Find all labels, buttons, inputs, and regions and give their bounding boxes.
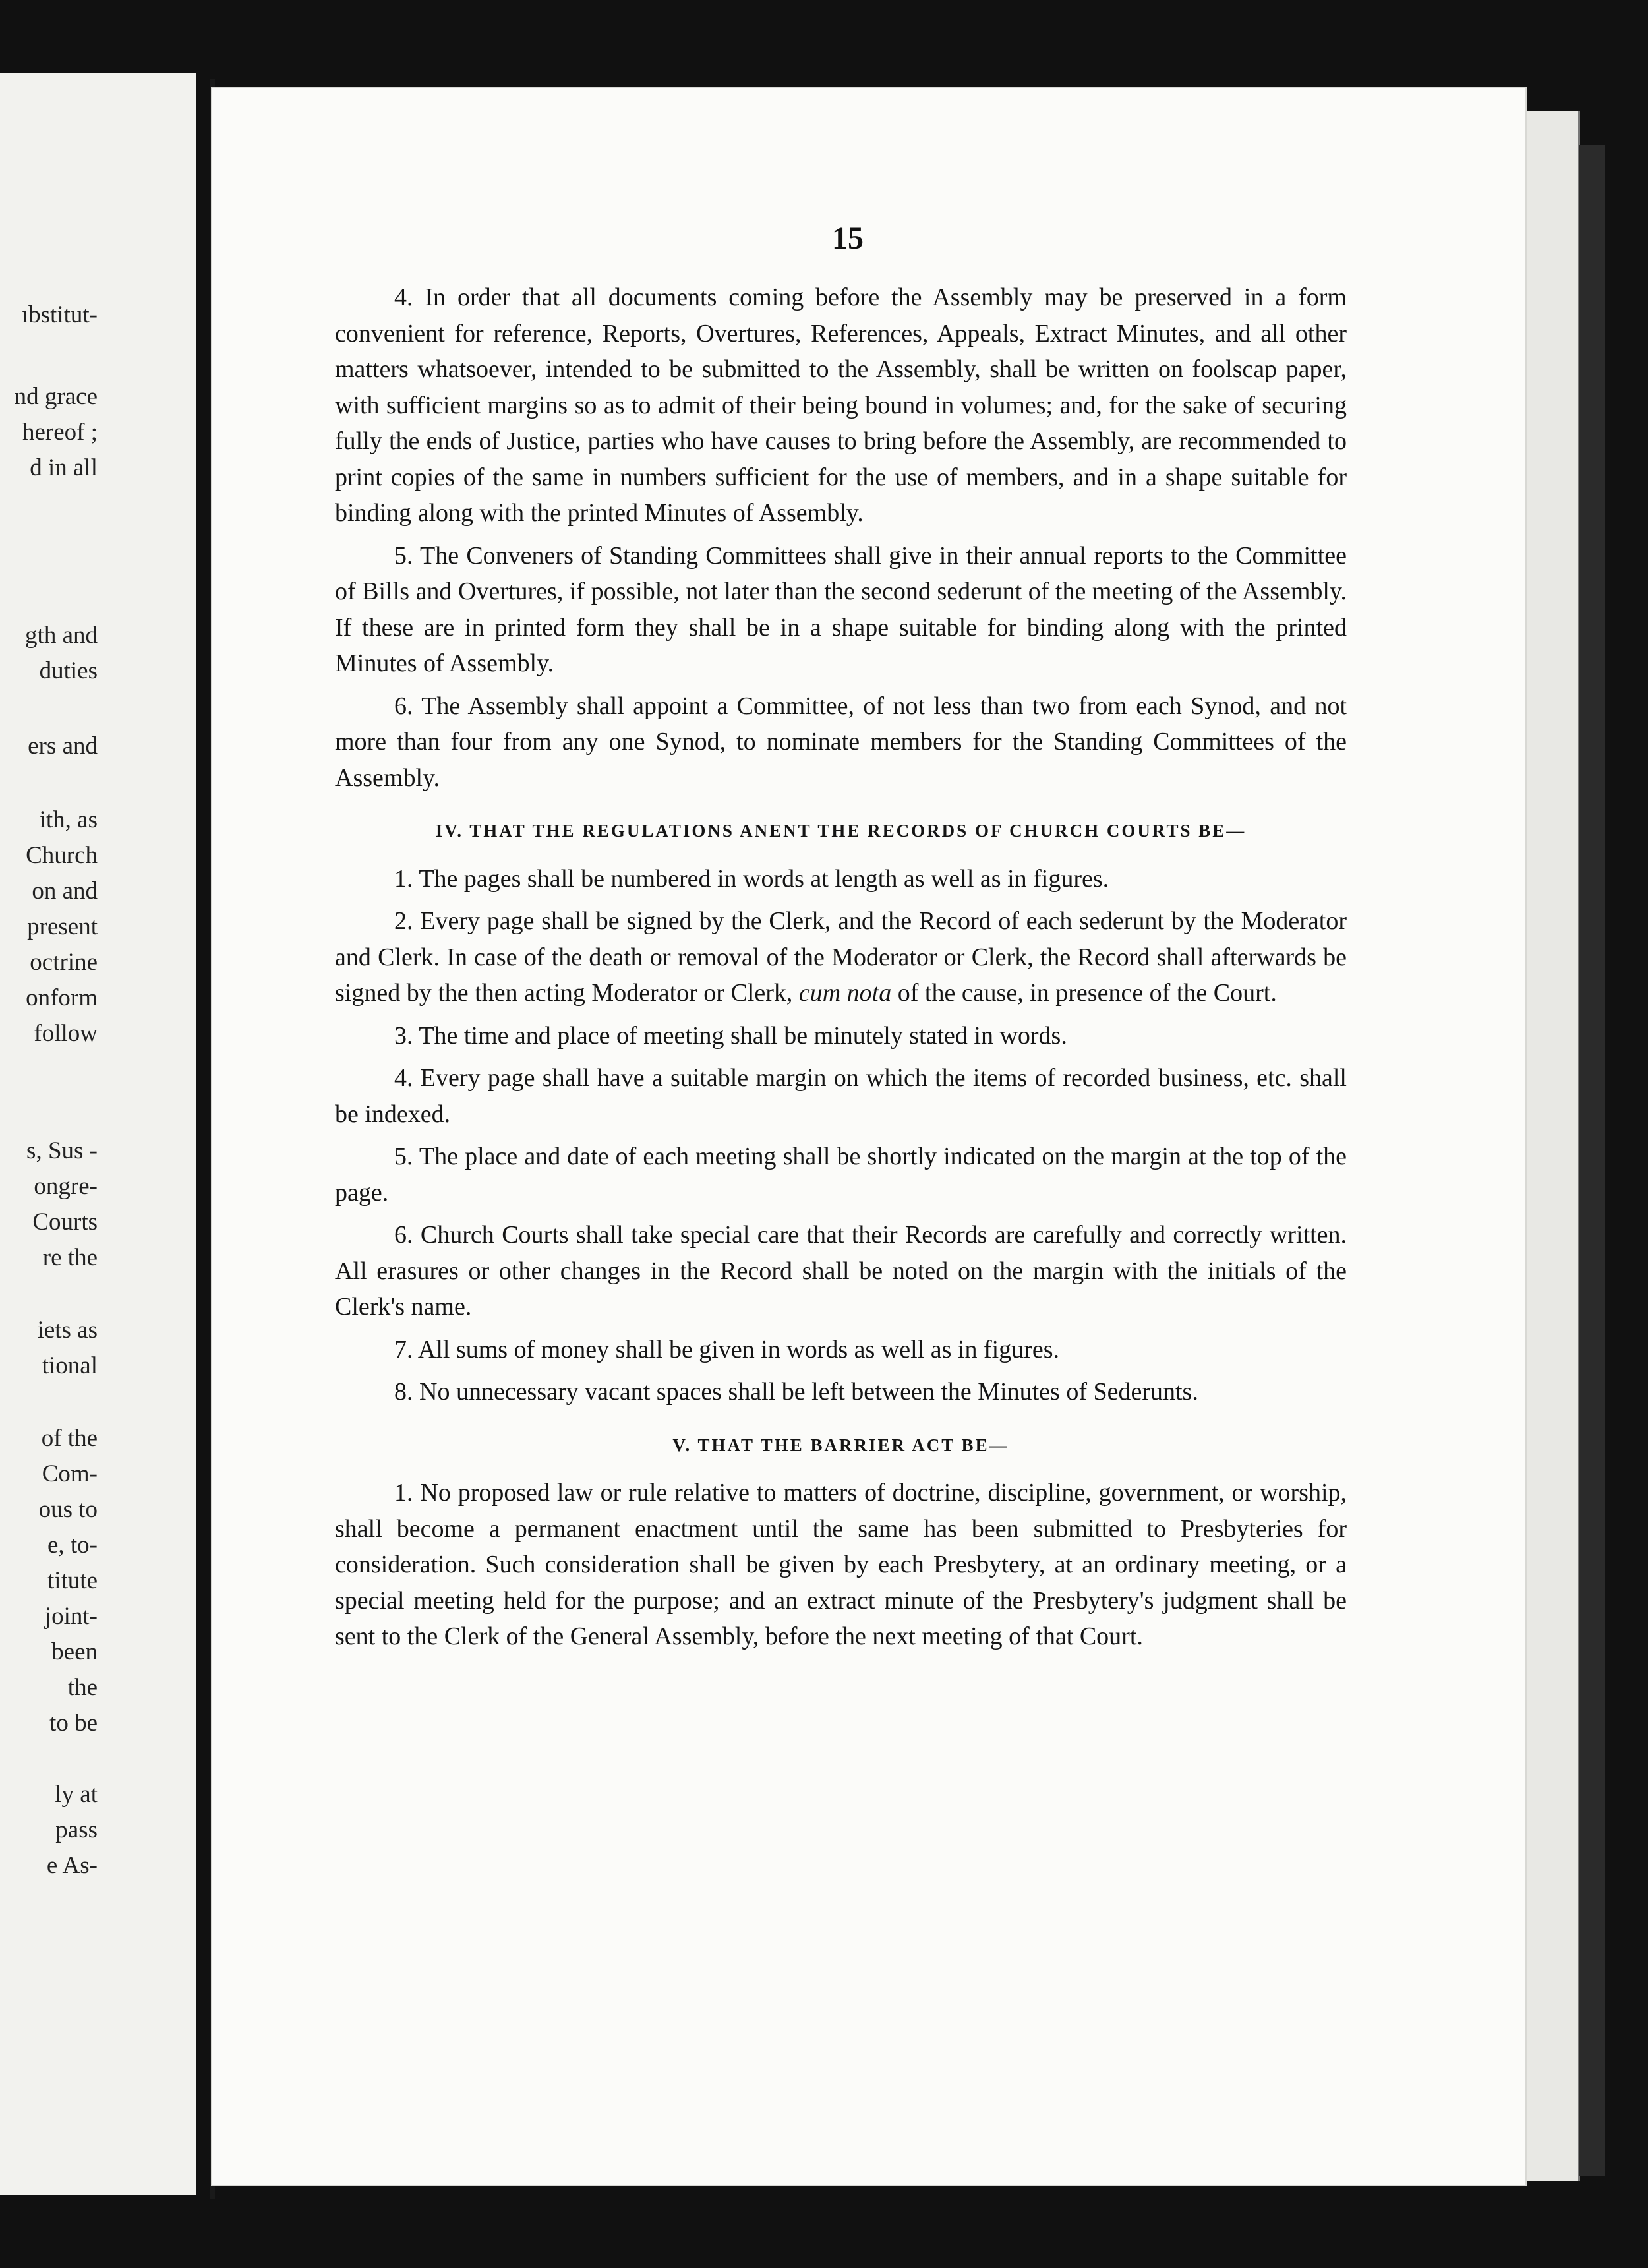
records-item: 3. The time and place of meeting shall be minutely stated in words. (394, 1021, 1067, 1050)
facing-page-fragment: tional (42, 1352, 98, 1379)
facing-page-fragment: gth and (25, 622, 98, 649)
facing-page-fragment: Church (26, 842, 98, 869)
records-item (335, 903, 1347, 1011)
facing-page-fragment: e As- (46, 1852, 98, 1879)
facing-page-fragment: ıbstitut- (21, 301, 98, 328)
facing-page-fragment: re the (42, 1244, 98, 1271)
records-item: 7. All sums of money shall be given in words as well as in figures. (394, 1335, 1059, 1363)
barrier-act-item: 1. No proposed law or rule relative to matters of doctrine, discipline, government, or worship, shall become a permanent enactment until the same has been submitted to Presbyteries for consideration. Such consideration shall be given by each Presbytery, at an ordinary meeting, or a special meeting held for the purpose; and an extract minute of the Presbytery's judgment shall be sent to the Clerk of the General Assembly, before the next meeting of that Court. (335, 1479, 1347, 1650)
section-heading: IV. THAT THE REGULATIONS ANENT THE RECORDS OF CHURCH COURTS BE— (435, 821, 1247, 841)
latin-phrase: cum nota (798, 979, 892, 1007)
facing-page-fragment: of the (41, 1425, 98, 1452)
records-item: 5. The place and date of each meeting shall be shortly indicated on the margin at the top of the page. (335, 1143, 1347, 1207)
facing-page-fragment: ous to (38, 1496, 98, 1523)
facing-page-fragment: to be (49, 1710, 98, 1737)
records-item: 4. Every page shall have a suitable margin on which the items of recorded business, etc. shall be indexed. (335, 1064, 1347, 1128)
records-item-text: 2. Every page shall be signed by the Clerk, and the Record of each sederunt by the Moderator and Clerk. In case of the death or removal of the Moderator or Clerk, the Record shall afterwards be signed by the then acting Moderator or Clerk, (335, 907, 1347, 1007)
binding-edge (1579, 145, 1605, 2176)
facing-page-fragment: octrine (30, 949, 98, 976)
facing-page-fragment: s, Sus - (26, 1137, 98, 1164)
facing-page-fragment: iets as (37, 1317, 98, 1344)
facing-page-fragment: present (27, 913, 98, 940)
records-item: 6. Church Courts shall take special care that their Records are carefully and correctly written. All erasures or other changes in the Record shall be noted on the margin with the initials of the Clerk's name. (335, 1221, 1347, 1321)
facing-page-fragment: ly at (55, 1781, 98, 1808)
facing-page-fragment: e, to- (47, 1532, 98, 1559)
facing-page-edge (0, 73, 196, 2195)
records-item-text: of the cause, in presence of the Court. (897, 979, 1277, 1007)
facing-page-fragment: the (67, 1674, 98, 1701)
facing-page-fragment: joint- (44, 1603, 98, 1630)
facing-page-fragment: Courts (32, 1209, 98, 1236)
facing-page-fragment: ongre- (34, 1173, 98, 1200)
facing-page-fragment: nd grace (14, 383, 98, 410)
facing-page-fragment: been (51, 1638, 98, 1665)
facing-page-fragment: ith, as (39, 806, 98, 833)
facing-page-fragment: Com- (42, 1460, 98, 1487)
paragraph: 5. The Conveners of Standing Committees shall give in their annual reports to the Committee of Bills and Overtures, if possible, not later than the second sederunt of the meeting of the Assembly. If these are in printed form they shall be in a shape suitable for binding along with the printed Minutes of Assembly. (335, 541, 1347, 677)
page-number: 15 (832, 221, 864, 256)
facing-page-fragment: titute (47, 1567, 98, 1594)
records-item: 1. The pages shall be numbered in words at length as well as in figures. (394, 864, 1109, 893)
facing-page-fragment: pass (55, 1816, 98, 1843)
page-stack-edge (1527, 111, 1580, 2181)
facing-page-fragment: on and (32, 878, 98, 905)
facing-page-fragment: hereof ; (22, 419, 98, 446)
facing-page-fragment: duties (39, 657, 98, 684)
paragraph: 6. The Assembly shall appoint a Committee, of not less than two from each Synod, and not more than four from any one Synod, to nominate members for the Standing Committees of the Assembly. (335, 692, 1347, 792)
section-heading: V. THAT THE BARRIER ACT BE— (672, 1435, 1009, 1455)
facing-page-fragment: d in all (30, 454, 98, 481)
paragraph: 4. In order that all documents coming before the Assembly may be preserved in a form convenient for reference, Reports, Overtures, References, Appeals, Extract Minutes, and all other matters whatsoever, intended to be submitted to the Assembly, shall be written on foolscap paper, with sufficient margins so as to admit of their being bound in volumes; and, for the sake of securing fully the ends of Justice, parties who have causes to bring before the Assembly, are recommended to print copies of the same in numbers sufficient for the use of members, and in a shape suitable for binding along with the printed Minutes of Assembly. (335, 284, 1347, 527)
facing-page-fragment: follow (34, 1020, 98, 1047)
facing-page-fragment: ers and (28, 732, 98, 760)
page-body (335, 280, 1347, 1661)
facing-page-fragment: onform (26, 984, 98, 1011)
records-item: 8. No unnecessary vacant spaces shall be left between the Minutes of Sederunts. (394, 1378, 1198, 1406)
